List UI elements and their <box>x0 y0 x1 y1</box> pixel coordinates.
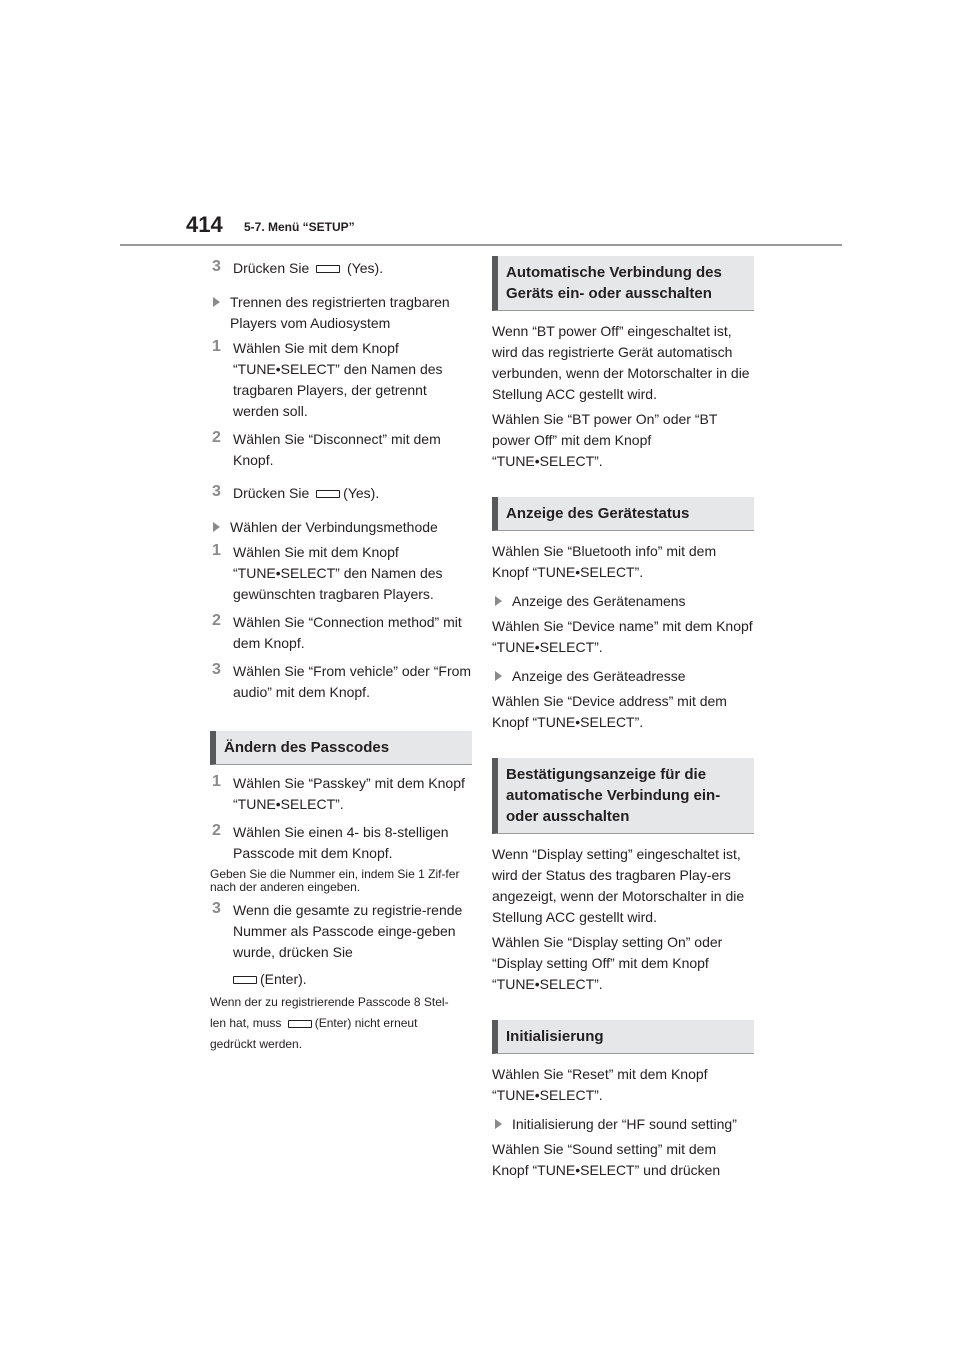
step-text: Drücken Sie <box>233 485 310 501</box>
note-digits: Geben Sie die Nummer ein, indem Sie 1 Zif-fer nach der anderen eingeben. <box>210 867 460 894</box>
step-number: 3 <box>212 661 221 678</box>
step-number: 1 <box>212 542 221 559</box>
step-text: Wählen Sie “Connection method” mit dem Knopf. <box>233 614 462 651</box>
step-number: 2 <box>212 612 221 629</box>
step-text: Wenn die gesamte zu registrie-rende Nummer als Passcode einge-geben wurde, drücken Sie <box>233 902 463 960</box>
right-column <box>492 256 754 1185</box>
bullet-text: Anzeige des Gerätenamens <box>512 593 686 609</box>
step-number: 2 <box>212 822 221 839</box>
heading-init: Initialisierung <box>492 1020 754 1054</box>
paragraph: Wenn “BT power Off” eingeschaltet ist, wird das registrierte Gerät automatisch verbunden, wenn der Motorschalter in die Stellung ACC gestellt wird. <box>492 323 750 402</box>
note-line: gedrückt werden. <box>210 1037 303 1051</box>
triangle-bullet-icon <box>213 522 220 532</box>
paragraph: Wählen Sie “Sound setting” mit dem Knopf “TUNE•SELECT” und drücken <box>492 1141 721 1178</box>
heading-passcode: Ändern des Passcodes <box>210 731 472 765</box>
left-column <box>210 258 472 1055</box>
triangle-bullet-icon <box>495 596 502 606</box>
paragraph: Wählen Sie “Device name” mit dem Knopf “TUNE•SELECT”. <box>492 618 753 655</box>
step-number: 3 <box>212 483 221 500</box>
bullet-text: Wählen der Verbindungsmethode <box>230 519 438 535</box>
bullet-connection-method <box>210 517 472 538</box>
paragraph: Wählen Sie “BT power On” oder “BT power Off” mit dem Knopf “TUNE•SELECT”. <box>492 411 718 469</box>
paragraph: Wählen Sie “Reset” mit dem Knopf “TUNE•SELECT”. <box>492 1066 708 1103</box>
button-icon <box>233 976 257 984</box>
page-number: 414 <box>186 212 223 237</box>
step-disconnect <box>210 429 472 471</box>
bullet-text: Anzeige des Geräteadresse <box>512 668 686 684</box>
bullet-text: Trennen des registrierten tragbaren Players vom Audiosystem <box>230 294 450 331</box>
step-number: 1 <box>212 338 221 355</box>
step-text: Wählen Sie “From vehicle” oder “From audio” mit dem Knopf. <box>233 663 472 700</box>
step-text: Wählen Sie mit dem Knopf “TUNE•SELECT” den Namen des gewünschten tragbaren Players. <box>233 544 443 602</box>
heading-confirmation: Bestätigungsanzeige für die automatische Verbindung ein- oder ausschalten <box>492 758 754 834</box>
step-passkey <box>210 773 472 815</box>
step-enter <box>210 900 472 990</box>
step-text: Wählen Sie einen 4- bis 8-stelligen Passcode mit dem Knopf. <box>233 824 449 861</box>
button-icon <box>288 1020 312 1028</box>
step-number: 1 <box>212 773 221 790</box>
step-yes-1 <box>210 258 472 279</box>
header-rule <box>120 244 842 246</box>
step-text: (Yes). <box>343 485 380 501</box>
step-text: Drücken Sie <box>233 260 310 276</box>
heading-status: Anzeige des Gerätestatus <box>492 497 754 531</box>
triangle-bullet-icon <box>495 671 502 681</box>
note-line: Wenn der zu registrierende Passcode 8 Stel- <box>210 995 449 1009</box>
heading-auto-connect: Automatische Verbindung des Geräts ein- oder ausschalten <box>492 256 754 311</box>
step-text: (Yes). <box>347 260 384 276</box>
bullet-device-address <box>492 666 754 687</box>
step-select-player <box>210 338 472 422</box>
step-text: (Enter). <box>260 971 307 987</box>
step-text: Wählen Sie “Passkey” mit dem Knopf “TUNE•SELECT”. <box>233 775 465 812</box>
paragraph: Wählen Sie “Bluetooth info” mit dem Knopf “TUNE•SELECT”. <box>492 543 717 580</box>
step-passcode-digits <box>210 822 472 864</box>
step-number: 3 <box>212 258 221 275</box>
note-line: (Enter) nicht erneut <box>314 1016 418 1030</box>
triangle-bullet-icon <box>213 297 220 307</box>
bullet-hf-sound <box>492 1114 754 1135</box>
step-connection-method <box>210 612 472 654</box>
step-select-desired <box>210 542 472 605</box>
note-passcode <box>210 992 472 1055</box>
step-number: 2 <box>212 429 221 446</box>
step-from-vehicle <box>210 661 472 703</box>
paragraph: Wenn “Display setting” eingeschaltet ist, wird der Status des tragbaren Play-ers angezeigt, wenn der Motorschalter in die Stellung ACC gestellt wird. <box>492 846 745 925</box>
button-icon <box>316 265 340 273</box>
step-text: Wählen Sie mit dem Knopf “TUNE•SELECT” den Namen des tragbaren Players, der getrennt werden soll. <box>233 340 443 419</box>
triangle-bullet-icon <box>495 1119 502 1129</box>
step-yes-2 <box>210 483 472 504</box>
note-line: len hat, muss <box>210 1016 282 1030</box>
bullet-device-name <box>492 591 754 612</box>
paragraph: Wählen Sie “Display setting On” oder “Display setting Off” mit dem Knopf “TUNE•SELECT”. <box>492 934 723 992</box>
section-title: 5-7. Menü “SETUP” <box>244 220 355 234</box>
bullet-disconnect <box>210 292 472 334</box>
step-number: 3 <box>212 900 221 917</box>
step-text: Wählen Sie “Disconnect” mit dem Knopf. <box>233 431 441 468</box>
button-icon <box>316 490 340 498</box>
bullet-text: Initialisierung der “HF sound setting” <box>512 1116 737 1132</box>
paragraph: Wählen Sie “Device address” mit dem Knopf “TUNE•SELECT”. <box>492 693 727 730</box>
